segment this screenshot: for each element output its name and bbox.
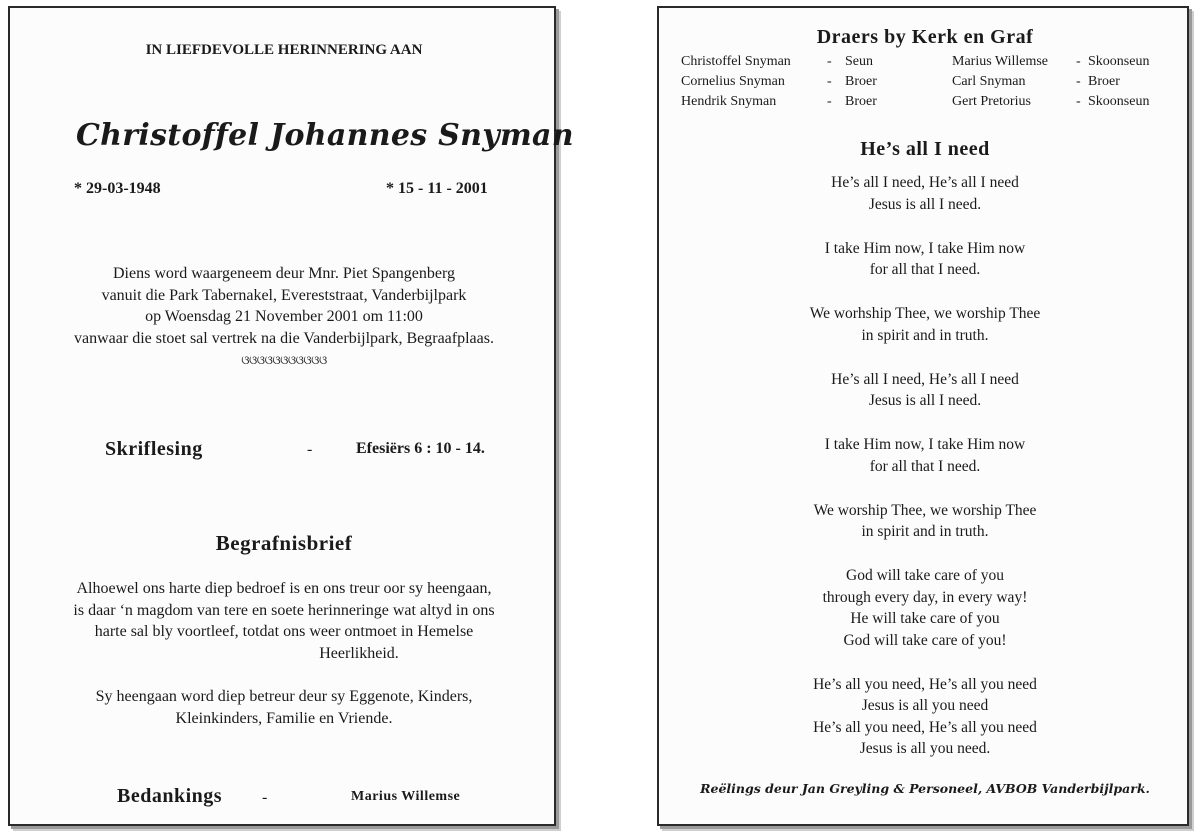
lyric-line: Jesus is all you need bbox=[861, 697, 989, 714]
lyric-line: We worhship Thee, we worship Thee bbox=[809, 305, 1041, 322]
lyric-line: in spirit and in truth. bbox=[861, 523, 989, 540]
deceased-name: Christoffel Johannes Snyman bbox=[76, 118, 574, 153]
arrangements-credit: Reëlings deur Jan Greyling & Personeel, AVBOB Vanderbijlpark. bbox=[700, 781, 1150, 796]
bearers-heading: Draers by Kerk en Graf bbox=[816, 26, 1034, 48]
scripture-dash: - bbox=[307, 441, 313, 458]
stanza bbox=[659, 172, 1191, 215]
bearer-dash: - bbox=[827, 54, 832, 69]
bearer-dash: - bbox=[827, 74, 832, 89]
lyric-line: He will take care of you bbox=[850, 610, 1000, 627]
letter-paragraph bbox=[10, 578, 558, 664]
letter-line: Alhoewel ons harte diep bedroef is en ons treur oor sy heengaan, bbox=[76, 580, 492, 597]
letter-line: Heerlikheid. bbox=[319, 644, 399, 662]
lyric-line: in spirit and in truth. bbox=[861, 326, 989, 344]
birth-date: * 29-03-1948 bbox=[74, 180, 161, 197]
bearer-relation: Broer bbox=[845, 94, 877, 109]
lyric-line: for all that I need. bbox=[869, 457, 981, 475]
letter-heading: Begrafnisbrief bbox=[215, 531, 353, 555]
lyric-line: He’s all you need, He’s all you need bbox=[813, 718, 1037, 736]
lyric-line: He’s all you need, He’s all you need bbox=[813, 675, 1037, 693]
right-page bbox=[657, 6, 1189, 826]
thanks-name: Marius Willemse bbox=[351, 789, 461, 804]
bearer-relation: Seun bbox=[845, 54, 873, 69]
bearer-relation: Skoonseun bbox=[1088, 94, 1150, 109]
bearer-name: Hendrik Snyman bbox=[681, 94, 777, 109]
letter-line: is daar ‘n magdom van tere en soete herinneringe wat altyd in ons bbox=[73, 601, 495, 619]
bearer-name: Cornelius Snyman bbox=[681, 74, 785, 89]
letter-line: harte sal bly voortleef, totdat ons weer ontmoet in Hemelse bbox=[94, 623, 474, 640]
bearer-dash: - bbox=[1076, 94, 1081, 109]
scripture-heading: Skriflesing bbox=[105, 438, 203, 460]
ornament-divider: ଓଓଓଓଓଓଓଓଓଓଓ bbox=[241, 353, 327, 367]
bearer-relation: Skoonseun bbox=[1088, 54, 1150, 69]
service-line: vanuit die Park Tabernakel, Evereststraat, Vanderbijlpark bbox=[101, 286, 467, 304]
bearer-name: Gert Pretorius bbox=[952, 94, 1031, 109]
lyric-line: Jesus is all I need. bbox=[868, 392, 982, 409]
mourning-line: Sy heengaan word diep betreur deur sy Eggenote, Kinders, bbox=[95, 688, 473, 705]
bearer-name: Christoffel Snyman bbox=[681, 54, 791, 69]
stanza bbox=[659, 303, 1191, 346]
stanza bbox=[659, 565, 1191, 651]
memorial-header: IN LIEFDEVOLLE HERINNERING AAN bbox=[145, 42, 423, 58]
mourning-paragraph bbox=[10, 686, 558, 730]
bearer-dash: - bbox=[1076, 54, 1081, 69]
stanza bbox=[659, 500, 1191, 543]
service-line: vanwaar die stoet sal vertrek na die Vanderbijlpark, Begraafplaas. bbox=[74, 329, 494, 347]
lyric-line: for all that I need. bbox=[869, 261, 981, 278]
lyric-line: Jesus is all I need. bbox=[868, 195, 982, 213]
lyric-line: Jesus is all you need. bbox=[859, 740, 991, 757]
service-line: op Woensdag 21 November 2001 om 11:00 bbox=[145, 308, 423, 325]
scripture-reference: Efesiërs 6 : 10 - 14. bbox=[356, 440, 485, 457]
lyric-line: God will take care of you bbox=[846, 567, 1004, 584]
stanza bbox=[659, 369, 1191, 412]
stanza bbox=[659, 238, 1191, 281]
bearer-relation: Broer bbox=[1088, 74, 1120, 89]
service-details bbox=[10, 263, 558, 349]
lyric-line: I take Him now, I take Him now bbox=[824, 239, 1026, 257]
stanza bbox=[659, 674, 1191, 760]
mourning-line: Kleinkinders, Familie en Vriende. bbox=[175, 710, 393, 727]
stanza bbox=[659, 434, 1191, 477]
hymn-title: He’s all I need bbox=[860, 138, 990, 160]
lyric-line: We worship Thee, we worship Thee bbox=[813, 501, 1037, 519]
bearer-dash: - bbox=[1076, 74, 1081, 89]
lyric-line: He’s all I need, He’s all I need bbox=[831, 174, 1019, 191]
lyric-line: He’s all I need, He’s all I need bbox=[831, 370, 1019, 388]
thanks-heading: Bedankings bbox=[117, 785, 223, 807]
bearer-name: Marius Willemse bbox=[952, 54, 1048, 69]
lyric-line: through every day, in every way! bbox=[822, 588, 1028, 606]
hymn-lyrics bbox=[659, 172, 1191, 782]
bearer-dash: - bbox=[827, 94, 832, 109]
death-date: * 15 - 11 - 2001 bbox=[386, 180, 488, 197]
left-page bbox=[8, 6, 574, 826]
bearer-relation: Broer bbox=[845, 74, 877, 89]
lyric-line: God will take care of you! bbox=[843, 631, 1007, 649]
lyric-line: I take Him now, I take Him now bbox=[824, 436, 1026, 453]
thanks-dash: - bbox=[262, 789, 268, 806]
bearer-name: Carl Snyman bbox=[952, 74, 1026, 89]
service-line: Diens word waargeneem deur Mnr. Piet Spangenberg bbox=[113, 265, 455, 282]
